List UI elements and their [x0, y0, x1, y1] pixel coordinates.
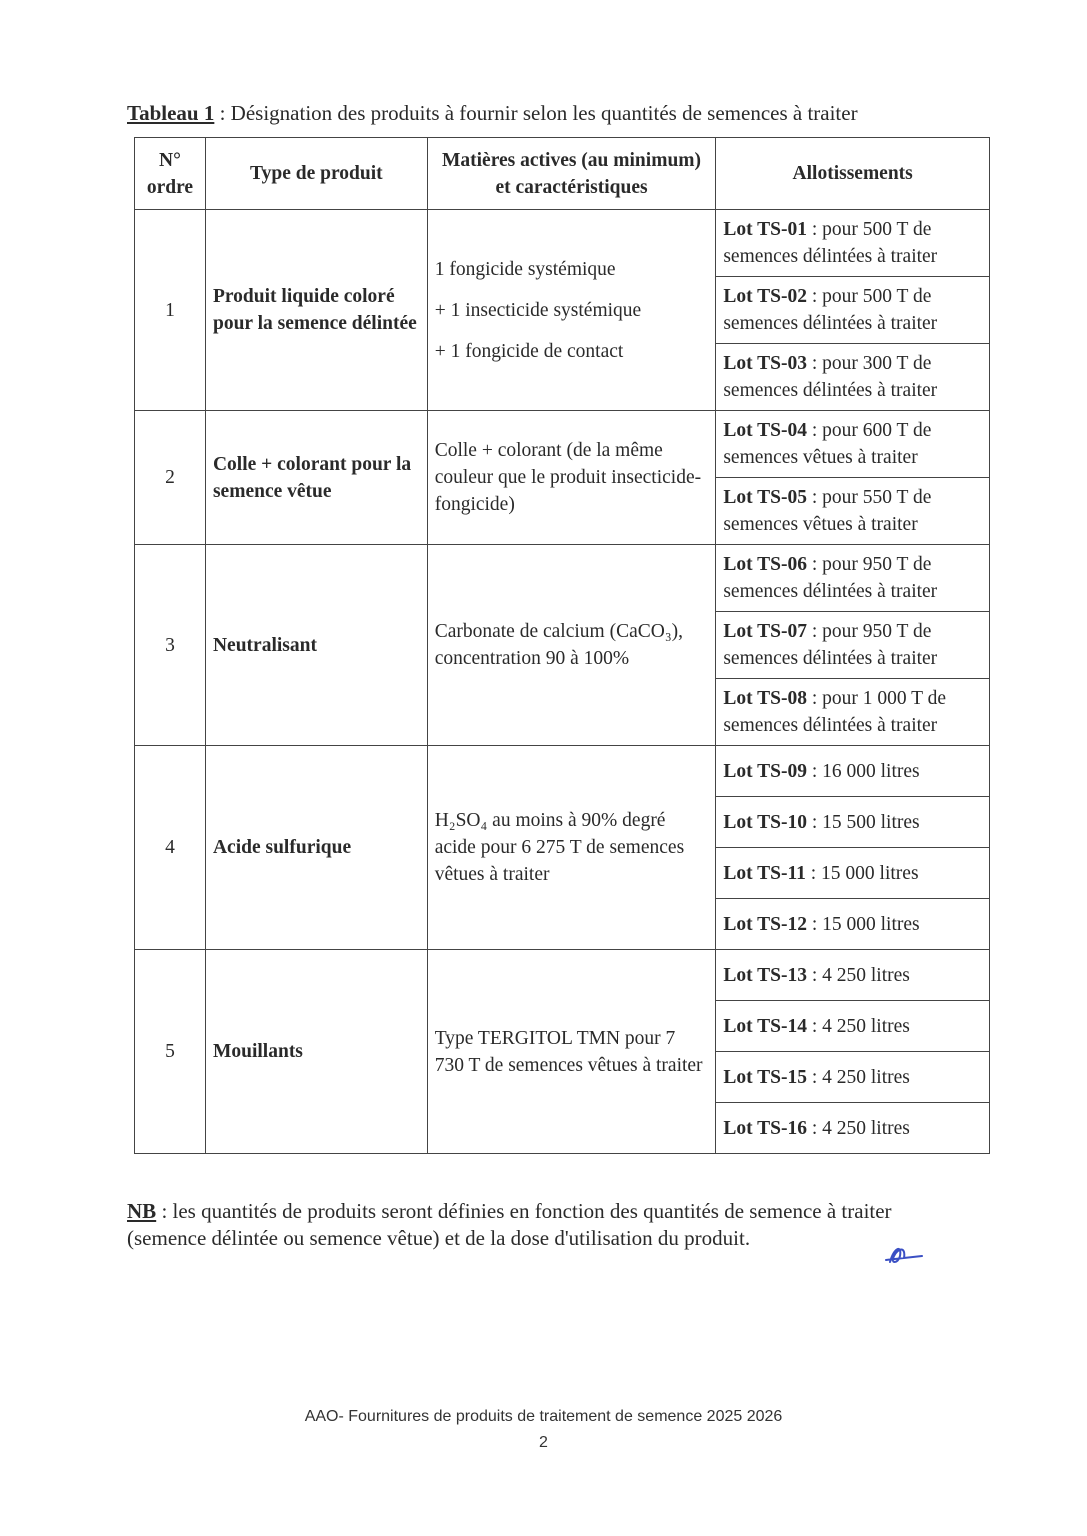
- row-type: Produit liquide coloré pour la semence délintée: [205, 210, 427, 411]
- lot-detail: : 4 250 litres: [806, 1015, 910, 1037]
- lot-detail: : pour 550 T de semences vêtues à traiter: [723, 487, 932, 535]
- table-caption: [127, 100, 1027, 126]
- lot-code: Lot TS-02: [723, 286, 807, 307]
- material-line: H₂SO₄ au moins à 90% degré acide pour 6 275 T de semences vêtues à traiter: [434, 810, 685, 885]
- lot-cell: [716, 950, 990, 1001]
- lot-cell: [716, 848, 990, 899]
- lot-code: Lot TS-08: [723, 688, 807, 709]
- footer-title: AAO- Fournitures de produits de traitement de semence 2025 2026: [304, 1408, 783, 1425]
- lot-cell: [716, 277, 990, 344]
- material-line: Carbonate de calcium (CaCO₃), concentration 90 à 100%: [434, 621, 683, 669]
- row-materials: [427, 746, 716, 950]
- lot-code: Lot TS-10: [723, 811, 807, 833]
- lot-detail: : 15 500 litres: [806, 811, 920, 833]
- lot-detail: : 4 250 litres: [806, 964, 910, 986]
- table-row: [135, 746, 990, 797]
- lot-code: Lot TS-05: [723, 487, 807, 508]
- lot-cell: [716, 545, 990, 612]
- lot-cell: [716, 478, 990, 545]
- lot-detail: : pour 500 T de semences délintées à traiter: [723, 286, 938, 334]
- lot-detail: : pour 600 T de semences vêtues à traiter: [723, 420, 932, 468]
- lot-cell: [716, 1052, 990, 1103]
- lot-code: Lot TS-06: [723, 554, 807, 575]
- material-line: Colle + colorant (de la même couleur que le produit insecticide-fongicide): [434, 440, 702, 515]
- lot-cell: [716, 210, 990, 277]
- material-line: Type TERGITOL TMN pour 7 730 T de semences vêtues à traiter: [434, 1027, 703, 1076]
- lot-code: Lot TS-13: [723, 964, 807, 986]
- lot-detail: : pour 950 T de semences délintées à traiter: [723, 621, 938, 669]
- lot-cell: [716, 746, 990, 797]
- lot-detail: : pour 300 T de semences délintées à traiter: [723, 353, 938, 401]
- header-type: Type de produit: [205, 138, 427, 210]
- lot-cell: [716, 344, 990, 411]
- lot-code: Lot TS-16: [723, 1117, 807, 1139]
- lot-code: Lot TS-04: [723, 420, 807, 441]
- table-caption-label: Tableau 1: [127, 101, 215, 125]
- lot-detail: : pour 950 T de semences délintées à traiter: [723, 554, 938, 602]
- header-order: N° ordre: [135, 138, 206, 210]
- lot-code: Lot TS-03: [723, 353, 807, 374]
- row-type: Acide sulfurique: [205, 746, 427, 950]
- lot-code: Lot TS-01: [723, 219, 807, 240]
- lot-code: Lot TS-12: [723, 913, 807, 935]
- row-order: 2: [135, 411, 206, 545]
- row-order: 4: [135, 746, 206, 950]
- nb-text: : les quantités de produits seront définies en fonction des quantités de semence à traiter (semence délintée ou semence vêtue) et de la dose d'utilisation du produit.: [127, 1199, 892, 1250]
- lot-code: Lot TS-11: [723, 862, 806, 884]
- lot-detail: : 16 000 litres: [806, 760, 920, 782]
- lot-cell: [716, 797, 990, 848]
- lot-detail: : pour 1 000 T de semences délintées à traiter: [723, 688, 946, 736]
- row-type: Colle + colorant pour la semence vêtue: [205, 411, 427, 545]
- lot-detail: : pour 500 T de semences délintées à traiter: [723, 219, 938, 267]
- row-order: 3: [135, 545, 206, 746]
- products-table: [134, 137, 990, 1154]
- material-line: + 1 fongicide de contact: [434, 340, 624, 362]
- lot-cell: [716, 1103, 990, 1154]
- row-materials: [427, 210, 716, 411]
- lot-cell: [716, 1001, 990, 1052]
- row-order: 5: [135, 950, 206, 1154]
- lot-code: Lot TS-09: [723, 760, 807, 782]
- lot-detail: : 4 250 litres: [806, 1066, 910, 1088]
- table-row: [135, 545, 990, 612]
- row-order: 1: [135, 210, 206, 411]
- row-type: Neutralisant: [205, 545, 427, 746]
- table-caption-text: : Désignation des produits à fournir selon les quantités de semences à traiter: [214, 101, 858, 125]
- header-materials: Matières actives (au minimum) et caractéristiques: [427, 138, 716, 210]
- lot-cell: [716, 899, 990, 950]
- lot-cell: [716, 411, 990, 478]
- lot-code: Lot TS-15: [723, 1066, 807, 1088]
- page-number: 2: [539, 1434, 548, 1451]
- lot-cell: [716, 612, 990, 679]
- signature-initials: [884, 1238, 924, 1268]
- table-row: [135, 411, 990, 478]
- material-line: + 1 insecticide systémique: [434, 299, 642, 321]
- lot-code: Lot TS-07: [723, 621, 807, 642]
- lot-detail: : 15 000 litres: [806, 913, 920, 935]
- nb-note: [127, 1198, 957, 1252]
- table-row: [135, 210, 990, 277]
- table-row: [135, 950, 990, 1001]
- table-header-row: [135, 138, 990, 210]
- row-materials: [427, 545, 716, 746]
- lot-detail: : 15 000 litres: [805, 862, 919, 884]
- nb-label: NB: [127, 1199, 157, 1223]
- lot-code: Lot TS-14: [723, 1015, 807, 1037]
- header-lots: Allotissements: [716, 138, 990, 210]
- row-materials: [427, 411, 716, 545]
- lot-cell: [716, 679, 990, 746]
- lot-detail: : 4 250 litres: [806, 1117, 910, 1139]
- material-line: 1 fongicide systémique: [434, 258, 616, 280]
- row-materials: [427, 950, 716, 1154]
- row-type: Mouillants: [205, 950, 427, 1154]
